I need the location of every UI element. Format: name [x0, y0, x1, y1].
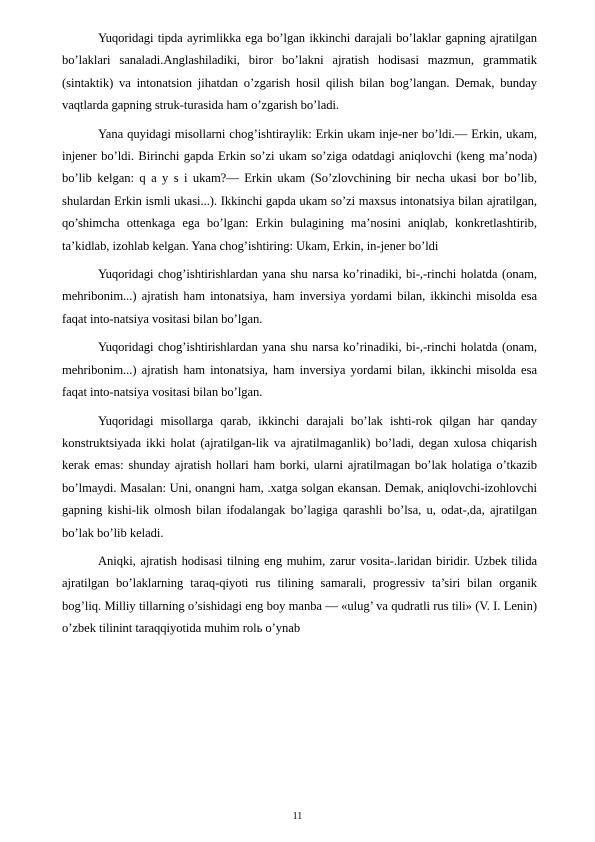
paragraph-6: Aniqki, ajratish hodisasi tilning eng muhim, zarur vosita-.laridan biridir. Uzbek tilida ajratilgan bo’laklarning taraq-qiyoti rus tilining samarali, progressiv ta’siri bilan organik bog’liq. Milliy tillarning o’sishidagi eng boy manba — «ulug’ va qudratli rus tili» (V. I. Lenin) o’zbek tilinint taraqqiyotida muhim rolь o’ynab — [62, 553, 537, 636]
document-body — [62, 27, 537, 646]
paragraph-5: Yuqoridagi misollarga qarab, ikkinchi darajali bo’lak ishti-rok qilgan har qanday konstruktsiyada ikki holat (ajratilgan-lik va ajratilmaganlik) bo’ladi, degan xulosa chiqarish kerak emas: shunday ajratish hollari ham borki, ularni ajratilmagan bo’lak holatiga o’tkazib bo’lmaydi. Masalan: Uni, onangni ham, .xatga solgan ekansan. Demak, aniqlovchi-izohlovchi gapning kishi-lik olmosh bilan ifodalangak bo’lagiga qarashli bo’lsa, u, odat-,da, ajratilgan bo’lak bo’lib keladi. — [62, 413, 537, 540]
paragraph-2: Yana quyidagi misollarni chog’ishtiraylik: Erkin ukam inje-ner bo’ldi.— Erkin, ukam, injener bo’ldi. Birinchi gapda Erkin so’zi ukam so’ziga odatdagi aniqlovchi (keng ma’noda) bo’lib kelgan: q a y s i ukam?— Erkin ukam (So’zlovchining bir necha ukasi bor bo’lib, shulardan Erkin ismli ukasi...). Ikkinchi gapda ukam so’zi maxsus intonatsiya bilan ajratilgan, qo’shimcha ottenkaga ega bo’lgan: Erkin bulagining ma’nosini aniqlab, konkretlashtirib, ta’kidlab, izohlab kelgan. Yana chog’ishtiring: Ukam, Erkin, in-jener bo’ldi — [62, 126, 537, 253]
paragraph-4: Yuqoridagi chog’ishtirishlardan yana shu narsa ko’rinadiki, bi-,-rinchi holatda (onam, mehribonim...) ajratish ham intonatsiya, ham inversiya yordami bilan, ikkinchi misolda esa faqat into-natsiya vositasi bilan bo’lgan. — [62, 340, 537, 400]
paragraph-3: Yuqoridagi chog’ishtirishlardan yana shu narsa ko’rinadiki, bi-,-rinchi holatda (onam, mehribonim...) ajratish ham intonatsiya, ham inversiya yordami bilan, ikkinchi misolda esa faqat into-natsiya vositasi bilan bo’lgan. — [62, 267, 537, 326]
paragraph-1: Yuqoridagi tipda ayrimlikka ega bo’lgan ikkinchi darajali bo’laklar gapning ajratilgan bo’laklari sanaladi.Anglashiladiki, biror bo’lakni ajratish hodisasi mazmun, grammatik (sintaktik) va intonatsion jihatdan o’zgarish hosil qilish bilan bog’langan. Demak, bunday vaqtlarda gapning struk-turasida ham o’zgarish bo’ladi. — [62, 31, 537, 113]
page-number: 11 — [292, 811, 303, 822]
